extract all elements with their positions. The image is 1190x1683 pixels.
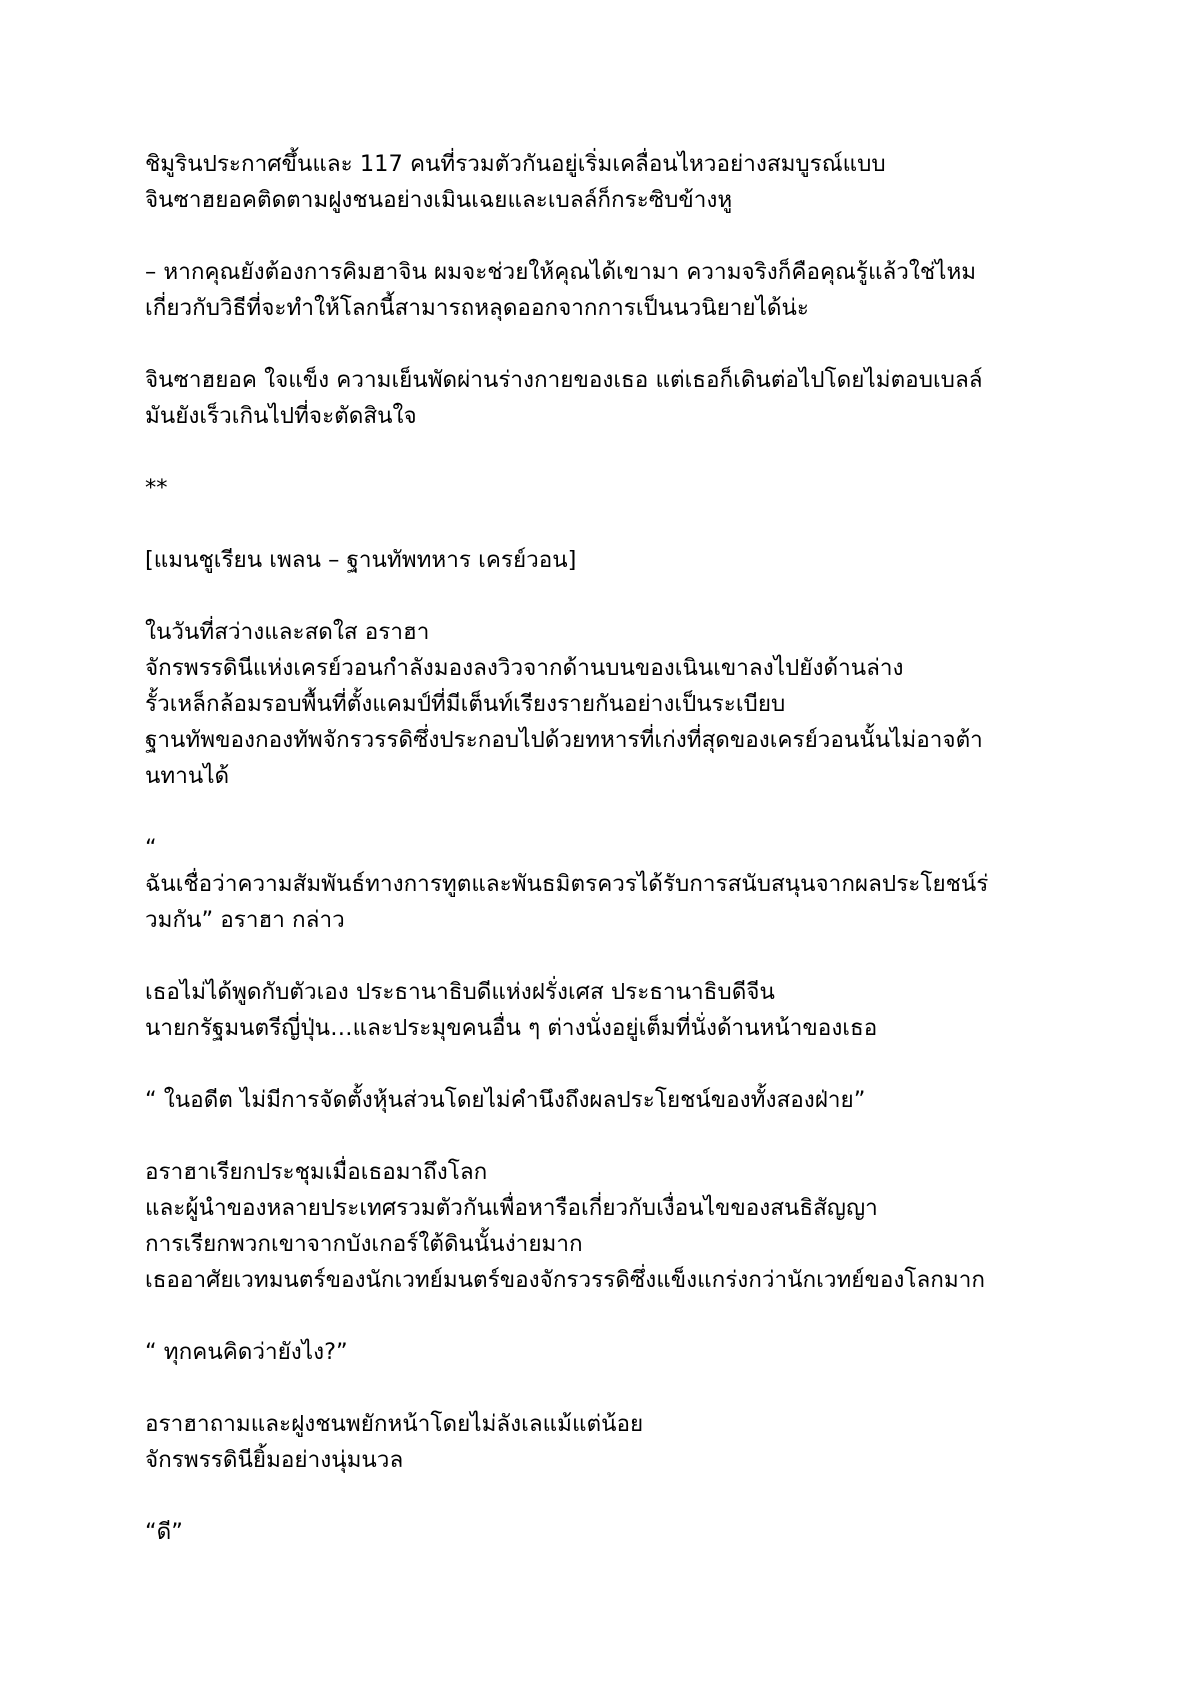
text-line: เธอไม่ได้พูดกับตัวเอง ประธานาธิบดีแห่งฝรั่งเศส ประธานาธิบดีจีน bbox=[145, 979, 775, 1005]
text-line: จินซาฮยอคติดตามฝูงชนอย่างเมินเฉยและเบลล์ก็กระซิบข้างหู bbox=[145, 187, 733, 213]
text-line: เกี่ยวกับวิธีที่จะทำให้โลกนี้สามารถหลุดออกจากการเป็นนวนิยายได้น่ะ bbox=[145, 295, 810, 321]
text-line: ** bbox=[145, 475, 168, 501]
text-line: – หากคุณยังต้องการคิมฮาจิน ผมจะช่วยให้คุณได้เขามา ความจริงก็คือคุณรู้แล้วใช่ไหม bbox=[145, 259, 977, 285]
paragraph-8 bbox=[145, 974, 1065, 1046]
text-line: นทานได้ bbox=[145, 763, 230, 789]
document-body bbox=[145, 146, 1065, 1586]
text-line: จักรพรรดินีแห่งเครย์วอนกำลังมองลงวิวจากด้านบนของเนินเขาลงไปยังด้านล่าง bbox=[145, 655, 904, 681]
text-line: “ดี” bbox=[145, 1519, 183, 1545]
paragraph-7 bbox=[145, 830, 1065, 938]
paragraph-1 bbox=[145, 146, 1065, 218]
text-line: และผู้นำของหลายประเทศรวมตัวกันเพื่อหารือเกี่ยวกับเงื่อนไขของสนธิสัญญา bbox=[145, 1195, 878, 1221]
text-line: อราฮาถามและฝูงชนพยักหน้าโดยไม่ลังเลแม้แต่น้อย bbox=[145, 1411, 644, 1437]
paragraph-2 bbox=[145, 254, 1065, 326]
text-line: [แมนชูเรียน เพลน – ฐานทัพทหาร เครย์วอน] bbox=[145, 547, 577, 573]
text-line: รั้วเหล็กล้อมรอบพื้นที่ตั้งแคมป์ที่มีเต็นท์เรียงรายกันอย่างเป็นระเบียบ bbox=[145, 691, 786, 717]
paragraph-9 bbox=[145, 1082, 1065, 1118]
text-line: “ ทุกคนคิดว่ายังไง?” bbox=[145, 1339, 348, 1365]
paragraph-3 bbox=[145, 362, 1065, 434]
text-line: ฉันเชื่อว่าความสัมพันธ์ทางการทูตและพันธมิตรควรได้รับการสนับสนุนจากผลประโยชน์ร่ bbox=[145, 871, 989, 897]
text-line: นายกรัฐมนตรีญี่ปุ่น…และประมุขคนอื่น ๆ ต่างนั่งอยู่เต็มที่นั่งด้านหน้าของเธอ bbox=[145, 1015, 878, 1041]
paragraph-12 bbox=[145, 1406, 1065, 1478]
text-line: “ bbox=[145, 835, 157, 861]
scene-heading bbox=[145, 542, 1065, 578]
text-line: วมกัน” อราฮา กล่าว bbox=[145, 907, 345, 933]
paragraph-10 bbox=[145, 1154, 1065, 1298]
text-line: อราฮาเรียกประชุมเมื่อเธอมาถึงโลก bbox=[145, 1159, 488, 1185]
text-line: การเรียกพวกเขาจากบังเกอร์ใต้ดินนั้นง่ายมาก bbox=[145, 1231, 583, 1257]
text-line: ฐานทัพของกองทัพจักรวรรดิซึ่งประกอบไปด้วยทหารที่เก่งที่สุดของเครย์วอนนั้นไม่อาจต้า bbox=[145, 727, 983, 753]
text-line: ในวันที่สว่างและสดใส อราฮา bbox=[145, 619, 430, 645]
text-line: มันยังเร็วเกินไปที่จะตัดสินใจ bbox=[145, 403, 417, 429]
paragraph-6 bbox=[145, 614, 1065, 794]
paragraph-13 bbox=[145, 1514, 1065, 1550]
text-line: เธออาศัยเวทมนตร์ของนักเวทย์มนตร์ของจักรวรรดิซึ่งแข็งแกร่งกว่านักเวทย์ของโลกมาก bbox=[145, 1267, 985, 1293]
text-line: จินซาฮยอค ใจแข็ง ความเย็นพัดผ่านร่างกายของเธอ แต่เธอก็เดินต่อไปโดยไม่ตอบเบลล์ bbox=[145, 367, 983, 393]
scene-break bbox=[145, 470, 1065, 506]
text-line: จักรพรรดินียิ้มอย่างนุ่มนวล bbox=[145, 1447, 404, 1473]
text-line: “ ในอดีต ไม่มีการจัดตั้งหุ้นส่วนโดยไม่คำนึงถึงผลประโยชน์ของทั้งสองฝ่าย” bbox=[145, 1087, 866, 1113]
text-line: ชิมูรินประกาศขึ้นและ 117 คนที่รวมตัวกันอยู่เริ่มเคลื่อนไหวอย่างสมบูรณ์แบบ bbox=[145, 151, 886, 177]
paragraph-11 bbox=[145, 1334, 1065, 1370]
